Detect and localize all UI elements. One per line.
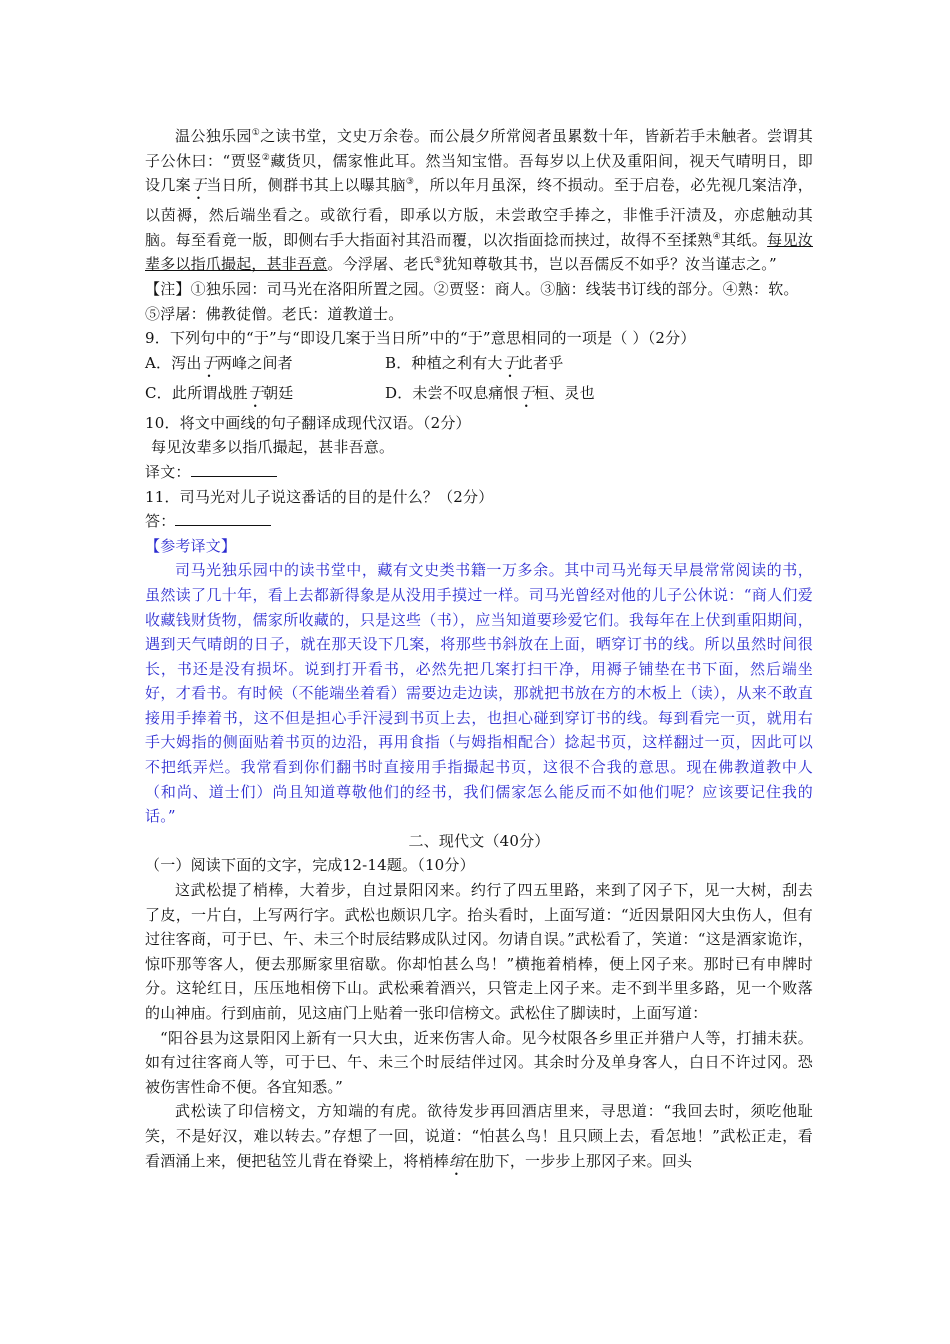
footnote-marker: ⑤ bbox=[433, 256, 443, 267]
passage-text: 犹知尊敬其书，岂以吾儒反不如乎？汝当谨志之。” bbox=[442, 255, 777, 274]
option-a: A．泻出于两峰之间者 bbox=[145, 353, 293, 372]
question-9-options-cd bbox=[145, 381, 813, 411]
reference-translation: 司马光独乐园中的读书堂中，藏有文史类书籍一万多余。其中司马光每天早晨常常阅读的书，虽然读了几十年，看上去都新得象是从没用手摸过一样。司马光曾经对他的儿子公休说：“商人们爱收藏钱财货物，儒家所收藏的，只是这些（书），应当知道要珍爱它们。我每年在上伏到重阳期间，遇到天气晴朗的日子，就在那天设下几案，将那些书斜放在上面，晒穿订书的线。所以虽然时间很长，书还是没有损坏。说到打开看书，必然先把几案打扫干净，用褥子铺垫在书下面，然后端坐好，才看书。有时候（不能端坐着看）需要边走边读，那就把书放在方的木板上（读），从来不敢直接用手捧着书，这不但是担心手汗浸到书页上去，也担心碰到穿订书的线。每到看完一页，就用右手大姆指的侧面贴着书页的边沿，再用食指（与姆指相配合）捻起书页，这样翻过一页，因此可以不把纸弄烂。我常看到你们翻书时直接用手指撮起书页，这很不合我的意思。现在佛教道教中人（和尚、道士们）尚且知道尊敬他们的经书，我们儒家怎么能反而不如他们呢？应该要记住我的话。” bbox=[145, 561, 813, 826]
footnote-marker: ④ bbox=[712, 231, 722, 242]
answer-blank[interactable] bbox=[175, 511, 271, 526]
option-b: B．种植之利有大于此者乎 bbox=[385, 353, 564, 372]
passage-text: 。今浮屠、老氏 bbox=[327, 255, 434, 274]
question-11-answer-line: 答： bbox=[145, 509, 813, 534]
question-10-sentence: 每见汝辈多以指爪撮起，甚非吾意。 bbox=[151, 438, 395, 457]
passage-text: 温公独乐园 bbox=[175, 127, 252, 145]
passage-text: 其纸。 bbox=[721, 230, 768, 249]
emphasized-character: 于 bbox=[191, 176, 207, 195]
notes-line-2: ⑤浮屠：佛教徒僧。老氏：道教道士。 bbox=[145, 304, 404, 323]
passage-text: 藏货贝，儒家惟此耳。然当知宝惜。吾每岁以上伏及重阳间，视天气晴明日，即设几案 bbox=[145, 151, 813, 195]
answer-blank[interactable] bbox=[191, 462, 277, 477]
notes-line-1: 【注】①独乐园：司马光在洛阳所置之园。②贾竖：商人。③脑：线装书订线的部分。④熟：软。 bbox=[145, 279, 799, 298]
modern-passage-para-2: “阳谷县为这景阳冈上新有一只大虫，近来伤害人命。见今杖限各乡里正并猎户人等，打捕未获。如有过往客商人等，可于巳、午、未三个时辰结伴过冈。其余时分及单身客人，白日不许过冈。恐被伤害性命不便。各宜知悉。” bbox=[145, 1028, 813, 1096]
modern-passage-para-1: 这武松提了梢棒，大着步，自过景阳冈来。约行了四五里路，来到了冈子下，见一大树，刮去了皮，一片白，上写两行字。武松也颇识几字。抬头看时，上面写道：“近因景阳冈大虫伤人，但有过往客商，可于巳、午、未三个时辰结夥成队过冈。勿请自误。”武松看了，笑道：“这是酒家诡诈，惊吓那等客人，便去那厮家里宿歇。你却怕甚么鸟！”横拖着梢棒，便上冈子来。那时已有申牌时分。这轮红日，压压地相傍下山。武松乘着酒兴，只管走上冈子来。走不到半里多路，见一个败落的山神庙。行到庙前，见这庙门上贴着一张印信榜文。武松住了脚读时，上面写道： bbox=[145, 881, 813, 1022]
option-c: C．此所谓战胜于朝廷 bbox=[145, 383, 294, 402]
footnote-marker: ① bbox=[251, 128, 261, 138]
footnote-marker: ③ bbox=[405, 177, 415, 188]
reference-heading: 【参考译文】 bbox=[145, 536, 237, 555]
document-page bbox=[145, 124, 813, 1179]
passage-text: 当日所，侧群书其上以曝其脑 bbox=[206, 176, 406, 195]
modern-passage-para-3: 武松读了印信榜文，方知端的有虎。欲待发步再回酒店里来，寻思道：“我回去时，须吃他耻笑，不是好汉，难以转去。”存想了一回，说道：“怕甚么鸟！且只顾上去，看怎地！”武松正走，看看酒涌上来，便把毡笠儿背在脊梁上，将梢棒绾在肋下，一步步上那冈子来。回头 bbox=[145, 1102, 813, 1170]
passage-text: ，所以年月虽深，终不损动。至于启卷，必先视几案洁净，以茵褥，然后端坐看之。或欲行看，即承以方版，未尝敢空手捧之，非惟手汗渍及，亦虑触动其脑。每至看竟一版，即侧右手大指面衬其沿而覆，以次指面捻而挟过，故得不至揉熟 bbox=[145, 176, 813, 249]
option-d: D．未尝不叹息痛恨于桓、灵也 bbox=[385, 383, 595, 402]
question-10-answer-line: 译文： bbox=[145, 460, 813, 485]
question-9-options-ab bbox=[145, 351, 813, 381]
footnote-marker: ② bbox=[261, 152, 271, 163]
passage-text: 之读书堂，文史万余卷。而公晨夕所常阅者虽累数十年，皆新若手未触者。尝谓其子公休曰：“贾竖 bbox=[145, 127, 813, 170]
underlined-sentence: 每见汝辈多以指爪撮起，甚非吾意 bbox=[145, 230, 813, 274]
section-title: 二、现代文（40分） bbox=[408, 831, 550, 850]
section-subtitle: （一）阅读下面的文字，完成12-14题。（10分） bbox=[145, 856, 475, 875]
question-9-stem: 9．下列句中的“于”与“即设几案于当日所”中的“于”意思相同的一项是（ ）（2分） bbox=[145, 329, 696, 348]
classical-passage bbox=[145, 124, 813, 277]
question-11-stem: 11．司马光对儿子说这番话的目的是什么？（2分） bbox=[145, 487, 494, 506]
question-10-stem: 10．将文中画线的句子翻译成现代汉语。（2分） bbox=[145, 413, 471, 432]
